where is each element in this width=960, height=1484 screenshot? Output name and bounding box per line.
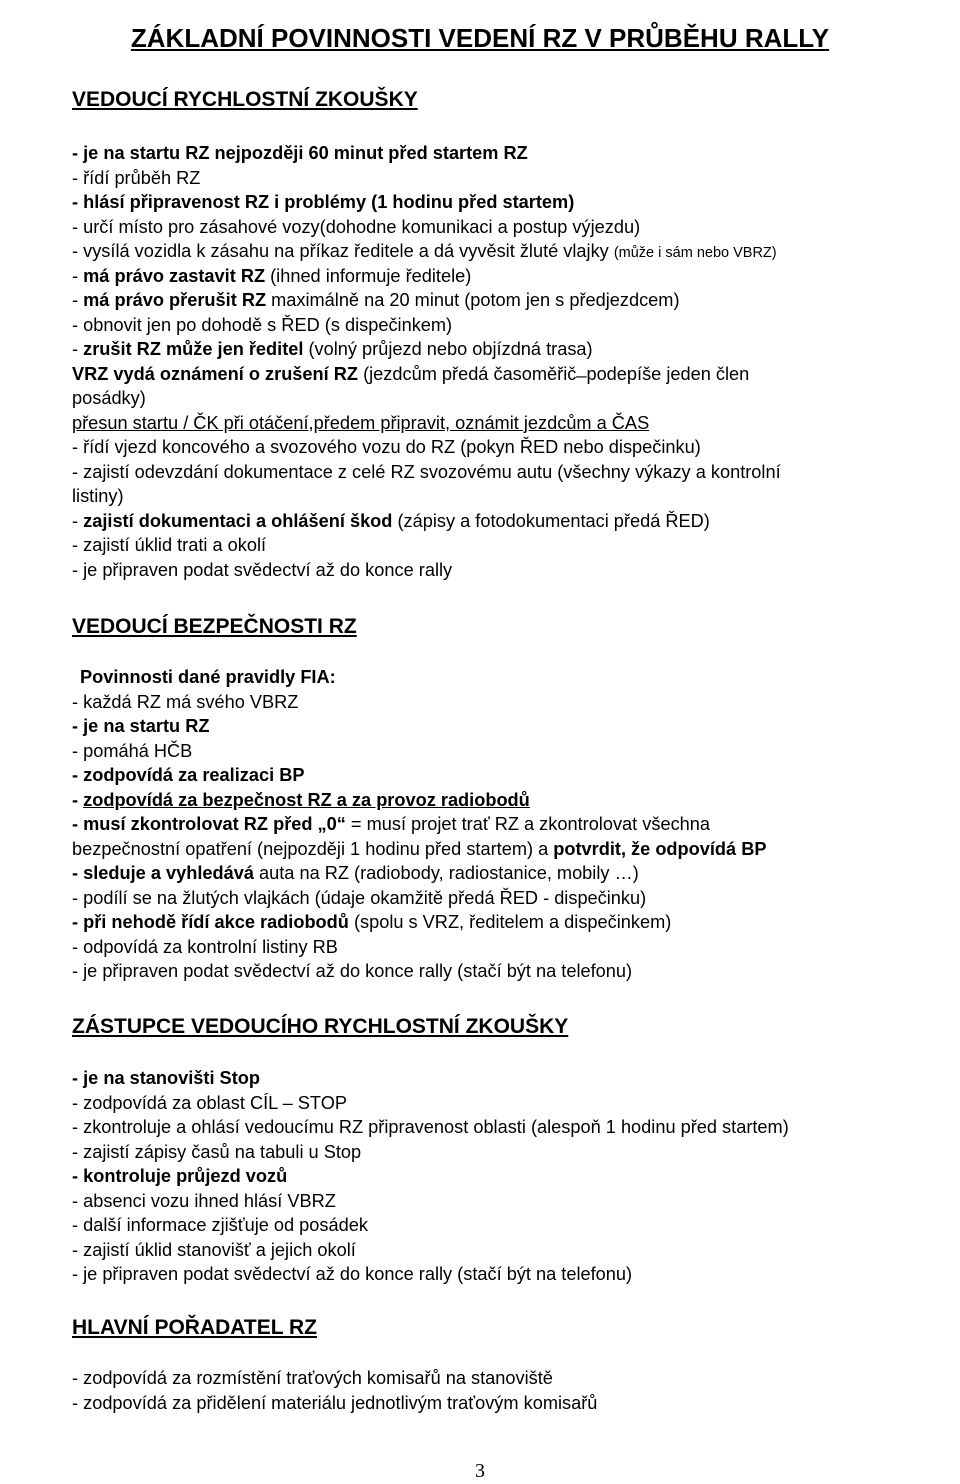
- text-line: [72, 509, 942, 534]
- section-heading-vedouci-rz: VEDOUCÍ RYCHLOSTNÍ ZKOUŠKY: [72, 88, 418, 111]
- text-line: - řídí vjezd koncového a svozového vozu do RZ (pokyn ŘED nebo dispečinku): [72, 437, 701, 457]
- text-line: [72, 362, 942, 387]
- text-span: má právo přerušit RZ: [83, 290, 267, 310]
- text-span: -: [72, 510, 84, 531]
- text-line: - je na startu RZ nejpozději 60 minut před startem RZ: [72, 143, 528, 163]
- text-span: - musí zkontrolovat RZ před „0“: [72, 814, 346, 834]
- text-span: - vysílá vozidla k zásahu na příkaz ředitele a dá vyvěsit žluté vlajky: [72, 241, 614, 261]
- section-body-hlavni-poradatel: [72, 1366, 942, 1415]
- text-line: [72, 337, 942, 362]
- text-line: - zodpovídá za realizaci BP: [72, 765, 305, 785]
- text-line: listiny): [72, 486, 124, 506]
- text-line: - pomáhá HČB: [72, 740, 193, 761]
- document-title: ZÁKLADNÍ POVINNOSTI VEDENÍ RZ V PRŮBĚHU RALLY: [130, 23, 830, 53]
- page-number: 3: [475, 1460, 485, 1482]
- text-line: - zajistí zápisy časů na tabuli u Stop: [72, 1141, 362, 1162]
- section-body-zastupce: [72, 1066, 942, 1287]
- text-span: (volný průjezd nebo objízdná trasa): [303, 339, 593, 359]
- text-line: - kontroluje průjezd vozů: [72, 1166, 288, 1186]
- text-line: [72, 910, 942, 935]
- text-line: - je připraven podat svědectví až do konce rally: [72, 559, 453, 580]
- section-heading-hlavni-poradatel: HLAVNÍ POŘADATEL RZ: [72, 1316, 317, 1339]
- section-heading-zastupce: ZÁSTUPCE VEDOUCÍHO RYCHLOSTNÍ ZKOUŠKY: [72, 1015, 569, 1038]
- text-line: - je připraven podat svědectví až do konce rally (stačí být na telefonu): [72, 961, 633, 981]
- text-line: [72, 288, 942, 313]
- text-line: - zajistí úklid stanovišť a jejich okolí: [72, 1239, 356, 1260]
- text-span: (spolu s VRZ, ředitelem a dispečinkem): [348, 912, 672, 932]
- text-line: [72, 239, 942, 264]
- text-line: - zajistí odevzdání dokumentace z celé RZ svozovému autu (všechny výkazy a kontrolní: [72, 461, 781, 482]
- text-span: - sleduje a vyhledává: [72, 863, 254, 883]
- text-span: má právo zastavit RZ: [83, 265, 266, 286]
- section-body-vedouci-bezpecnosti: [72, 665, 942, 984]
- text-line: [72, 812, 942, 837]
- text-line: [72, 788, 942, 813]
- text-span: (zápisy a fotodokumentaci předá ŘED): [392, 510, 710, 531]
- text-line: - je na startu RZ: [72, 716, 210, 736]
- text-line: [72, 837, 942, 862]
- section-heading-vedouci-bezpecnosti: VEDOUCÍ BEZPEČNOSTI RZ: [72, 615, 357, 638]
- text-span: bezpečnostní opatření (nejpozději 1 hodinu před startem) a: [72, 838, 554, 859]
- text-span: -: [72, 290, 84, 310]
- text-span: (může i sám nebo VBRZ): [613, 245, 777, 261]
- text-span: zodpovídá za bezpečnost RZ a za provoz radiobodů: [83, 789, 530, 810]
- text-line: přesun startu / ČK při otáčení,předem připravit, oznámit jezdcům a ČAS: [72, 412, 650, 433]
- text-line: - zodpovídá za oblast CÍL – STOP: [72, 1092, 347, 1113]
- text-span: -: [72, 789, 84, 810]
- text-span: zajistí dokumentaci a ohlášení škod: [83, 510, 393, 531]
- text-line: - je připraven podat svědectví až do konce rally (stačí být na telefonu): [72, 1264, 633, 1284]
- text-line: [72, 861, 942, 886]
- text-line: Povinnosti dané pravidly FIA:: [80, 667, 336, 687]
- text-line: - je na stanovišti Stop: [72, 1068, 260, 1088]
- text-line: - odpovídá za kontrolní listiny RB: [72, 936, 338, 957]
- text-line: - zodpovídá za rozmístění traťových komisařů na stanoviště: [72, 1368, 553, 1388]
- text-span: = musí projet trať RZ a zkontrolovat všechna: [345, 814, 711, 834]
- text-line: - zajistí úklid trati a okolí: [72, 535, 267, 555]
- text-line: - absenci vozu ihned hlásí VBRZ: [72, 1190, 336, 1211]
- text-line: - obnovit jen po dohodě s ŘED (s dispečinkem): [72, 314, 453, 335]
- text-line: - zodpovídá za přidělení materiálu jednotlivým traťovým komisařů: [72, 1392, 598, 1413]
- text-span: auta na RZ (radiobody, radiostanice, mobily …): [253, 863, 639, 883]
- text-line: - hlásí připravenost RZ i problémy (1 hodinu před startem): [72, 192, 575, 212]
- text-span: -: [72, 265, 84, 286]
- text-span: (ihned informuje ředitele): [265, 265, 472, 286]
- text-line: [72, 264, 942, 289]
- section-body-vedouci-rz: [72, 141, 942, 582]
- text-line: - každá RZ má svého VBRZ: [72, 691, 299, 712]
- text-span: potvrdit, že odpovídá BP: [553, 838, 767, 859]
- text-span: - při nehodě řídí akce radiobodů: [72, 912, 349, 932]
- text-span: (jezdcům předá časoměřič ̶ podepíše jeden člen: [358, 363, 750, 384]
- text-span: VRZ vydá oznámení o zrušení RZ: [72, 363, 359, 384]
- text-line: - zkontroluje a ohlásí vedoucímu RZ připravenost oblasti (alespoň 1 hodinu před startem): [72, 1117, 789, 1137]
- text-line: - podílí se na žlutých vlajkách (údaje okamžitě předá ŘED - dispečinku): [72, 887, 647, 908]
- text-span: maximálně na 20 minut (potom jen s předjezdcem): [266, 290, 680, 310]
- text-line: - další informace zjišťuje od posádek: [72, 1215, 368, 1235]
- text-line: - řídí průběh RZ: [72, 167, 201, 188]
- text-span: -: [72, 339, 84, 359]
- text-span: zrušit RZ může jen ředitel: [83, 339, 304, 359]
- text-line: posádky): [72, 388, 146, 408]
- text-line: - určí místo pro zásahové vozy(dohodne komunikaci a postup výjezdu): [72, 216, 641, 237]
